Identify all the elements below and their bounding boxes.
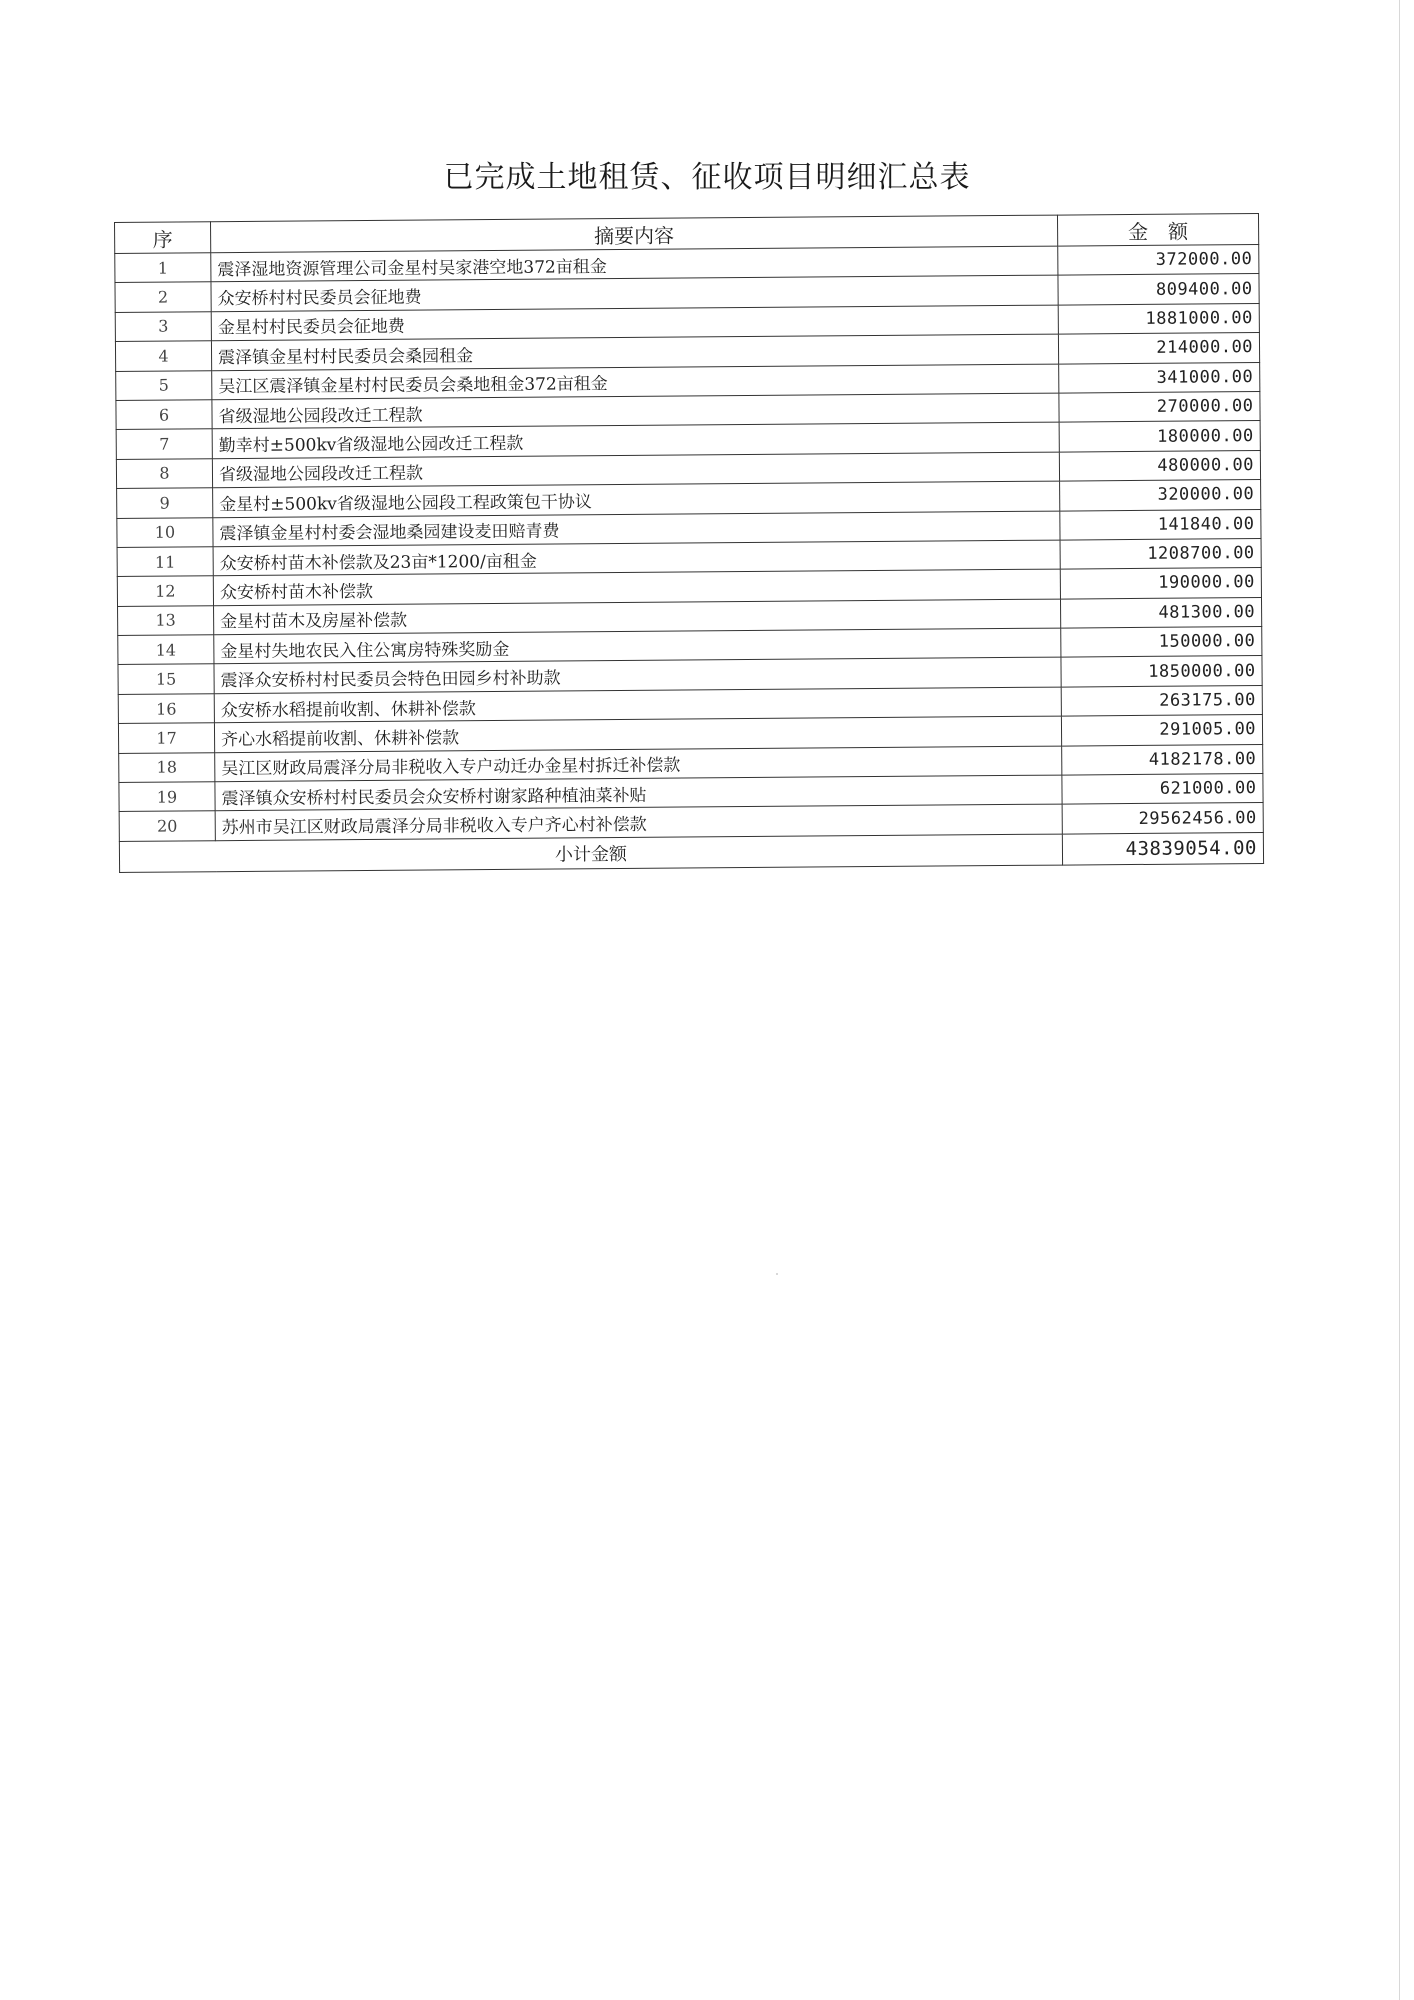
page-title: 已完成土地租赁、征收项目明细汇总表 (443, 160, 971, 195)
row-seq: 19 (119, 782, 215, 812)
row-amount: 4182178.00 (1062, 744, 1263, 775)
row-amount: 320000.00 (1060, 480, 1261, 511)
header-amount: 金 额 (1057, 214, 1258, 247)
row-seq: 12 (117, 576, 213, 606)
row-seq: 20 (119, 811, 215, 841)
row-seq: 14 (118, 635, 214, 665)
row-desc: 金星村失地农民入住公寓房特殊奖励金 (214, 628, 1061, 664)
row-desc: 金星村苗木及房屋补偿款 (214, 599, 1061, 635)
row-seq: 6 (116, 400, 212, 430)
row-amount: 481300.00 (1060, 597, 1261, 628)
row-desc: 震泽镇金星村村民委员会桑园租金 (211, 334, 1058, 370)
row-seq: 17 (118, 723, 214, 753)
row-amount: 141840.00 (1060, 509, 1261, 540)
row-seq: 1 (115, 253, 211, 283)
row-amount: 480000.00 (1059, 450, 1260, 481)
summary-table (114, 213, 1264, 873)
row-desc: 省级湿地公园段改迁工程款 (212, 452, 1059, 488)
row-seq: 10 (117, 517, 213, 547)
row-seq: 13 (118, 605, 214, 635)
scan-speck (776, 1273, 778, 1275)
row-amount: 1850000.00 (1061, 656, 1262, 687)
row-amount: 1208700.00 (1060, 538, 1261, 569)
row-amount: 341000.00 (1059, 362, 1260, 393)
row-seq: 3 (115, 312, 211, 342)
row-seq: 15 (118, 664, 214, 694)
row-seq: 4 (115, 341, 211, 371)
total-label: 小计金额 (119, 834, 1062, 872)
row-desc: 金星村±500kv省级湿地公园段工程政策包干协议 (213, 481, 1060, 517)
header-desc: 摘要内容 (211, 215, 1058, 253)
row-desc: 震泽湿地资源管理公司金星村吴家港空地372亩租金 (211, 246, 1058, 282)
row-desc: 金星村村民委员会征地费 (211, 305, 1058, 341)
row-amount: 270000.00 (1059, 391, 1260, 422)
row-amount: 372000.00 (1058, 245, 1259, 276)
row-desc: 勤幸村±500kv省级湿地公园改迁工程款 (212, 422, 1059, 458)
row-amount: 621000.00 (1062, 774, 1263, 805)
row-amount: 150000.00 (1061, 627, 1262, 658)
row-desc: 震泽镇众安桥村村民委员会众安桥村谢家路种植油菜补贴 (215, 775, 1062, 811)
row-amount: 809400.00 (1058, 274, 1259, 305)
row-seq: 2 (115, 282, 211, 312)
row-amount: 291005.00 (1061, 715, 1262, 746)
row-seq: 16 (118, 694, 214, 724)
row-desc: 众安桥村苗木补偿款及23亩*1200/亩租金 (213, 540, 1060, 576)
row-seq: 18 (119, 752, 215, 782)
total-amount: 43839054.00 (1062, 832, 1263, 865)
row-amount: 180000.00 (1059, 421, 1260, 452)
row-amount: 1881000.00 (1058, 303, 1259, 334)
row-seq: 7 (116, 429, 212, 459)
row-amount: 190000.00 (1060, 568, 1261, 599)
table-body (115, 245, 1264, 842)
row-desc: 苏州市吴江区财政局震泽分局非税收入专户齐心村补偿款 (215, 804, 1062, 840)
row-amount: 263175.00 (1061, 685, 1262, 716)
scan-page-edge (1399, 0, 1400, 2000)
row-amount: 29562456.00 (1062, 803, 1263, 834)
row-amount: 214000.00 (1058, 333, 1259, 364)
row-desc: 众安桥水稻提前收割、休耕补偿款 (214, 687, 1061, 723)
row-seq: 9 (117, 488, 213, 518)
row-seq: 8 (116, 458, 212, 488)
row-desc: 众安桥村村民委员会征地费 (211, 275, 1058, 311)
row-desc: 震泽众安桥村村民委员会特色田园乡村补助款 (214, 658, 1061, 694)
header-seq: 序 (115, 222, 211, 254)
row-desc: 吴江区财政局震泽分局非税收入专户动迁办金星村拆迁补偿款 (215, 746, 1062, 782)
row-desc: 吴江区震泽镇金星村村民委员会桑地租金372亩租金 (212, 364, 1059, 400)
row-desc: 震泽镇金星村村委会湿地桑园建设麦田赔青费 (213, 511, 1060, 547)
row-desc: 齐心水稻提前收割、休耕补偿款 (214, 716, 1061, 752)
row-seq: 5 (116, 370, 212, 400)
row-desc: 众安桥村苗木补偿款 (213, 569, 1060, 605)
row-desc: 省级湿地公园段改迁工程款 (212, 393, 1059, 429)
row-seq: 11 (117, 547, 213, 577)
